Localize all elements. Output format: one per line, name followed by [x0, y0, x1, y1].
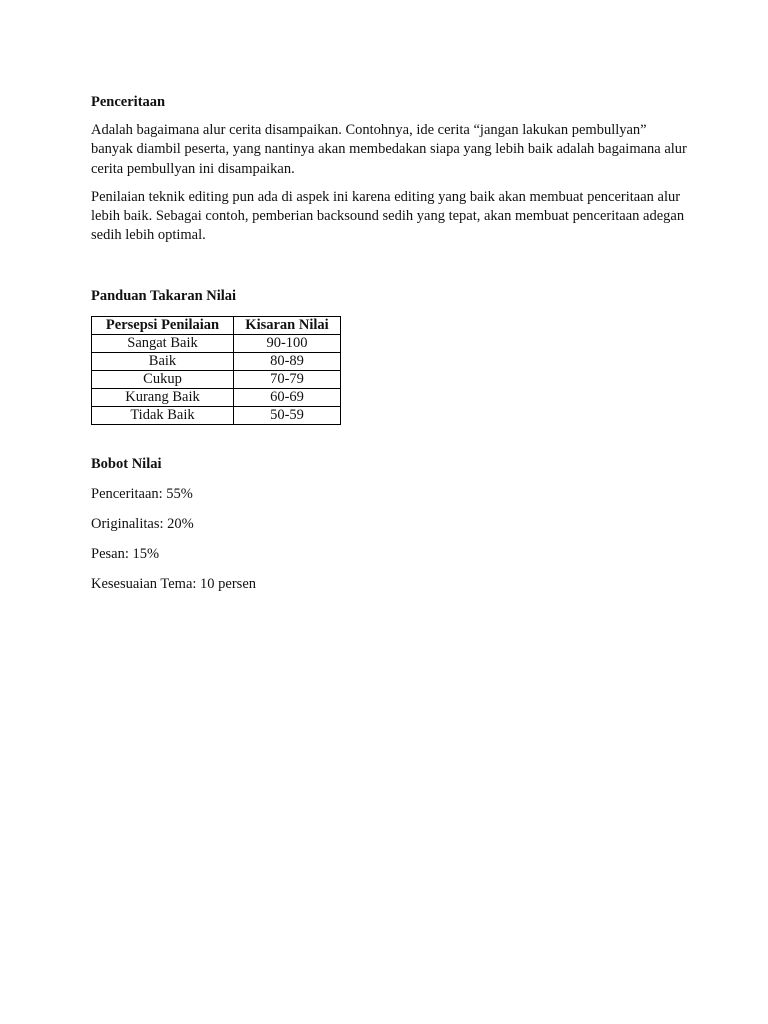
- weight-item-penceritaan: Penceritaan: 55%: [91, 485, 193, 502]
- table-row: [92, 388, 341, 406]
- weight-item-pesan: Pesan: 15%: [91, 545, 160, 562]
- table-cell-persepsi: Kurang Baik: [92, 388, 234, 406]
- table-cell-kisaran: 90-100: [234, 334, 341, 352]
- weight-item-kesesuaian-tema: Kesesuaian Tema: 10 persen: [91, 575, 257, 592]
- table-cell-persepsi: Sangat Baik: [92, 334, 234, 352]
- column-header-kisaran: Kisaran Nilai: [234, 316, 341, 334]
- table-cell-persepsi: Tidak Baik: [92, 406, 234, 424]
- table-cell-kisaran: 80-89: [234, 352, 341, 370]
- table-row: [92, 334, 341, 352]
- table-cell-persepsi: Cukup: [92, 370, 234, 388]
- section-title-penceritaan: Penceritaan: [91, 94, 166, 110]
- section-title-panduan-takaran-nilai: Panduan Takaran Nilai: [91, 287, 237, 304]
- table-cell-kisaran: 50-59: [234, 406, 341, 424]
- weight-item-originalitas: Originalitas: 20%: [91, 515, 194, 532]
- table-row: [92, 406, 341, 424]
- table-row: [92, 370, 341, 388]
- document-page: [91, 93, 691, 605]
- table-cell-persepsi: Baik: [92, 352, 234, 370]
- paragraph-penceritaan-definition: Adalah bagaimana alur cerita disampaikan. Contohnya, ide cerita “jangan lakukan pembullyan” banyak diambil peserta, yang nantinya akan membedakan siapa yang lebih baik adalah bagaimana alur cerita pembullyan ini disampaikan.: [91, 122, 687, 177]
- table-cell-kisaran: 70-79: [234, 370, 341, 388]
- grade-scale-table: [91, 316, 341, 425]
- paragraph-editing-technique: Penilaian teknik editing pun ada di aspek ini karena editing yang baik akan membuat penceritaan alur lebih baik. Sebagai contoh, pemberian backsound sedih yang tepat, akan membuat penceritaan adegan sedih lebih optimal.: [91, 188, 685, 244]
- table-cell-kisaran: 60-69: [234, 388, 341, 406]
- table-row: [92, 352, 341, 370]
- table-header-row: [92, 316, 341, 334]
- column-header-persepsi: Persepsi Penilaian: [92, 316, 234, 334]
- section-title-bobot-nilai: Bobot Nilai: [91, 455, 162, 472]
